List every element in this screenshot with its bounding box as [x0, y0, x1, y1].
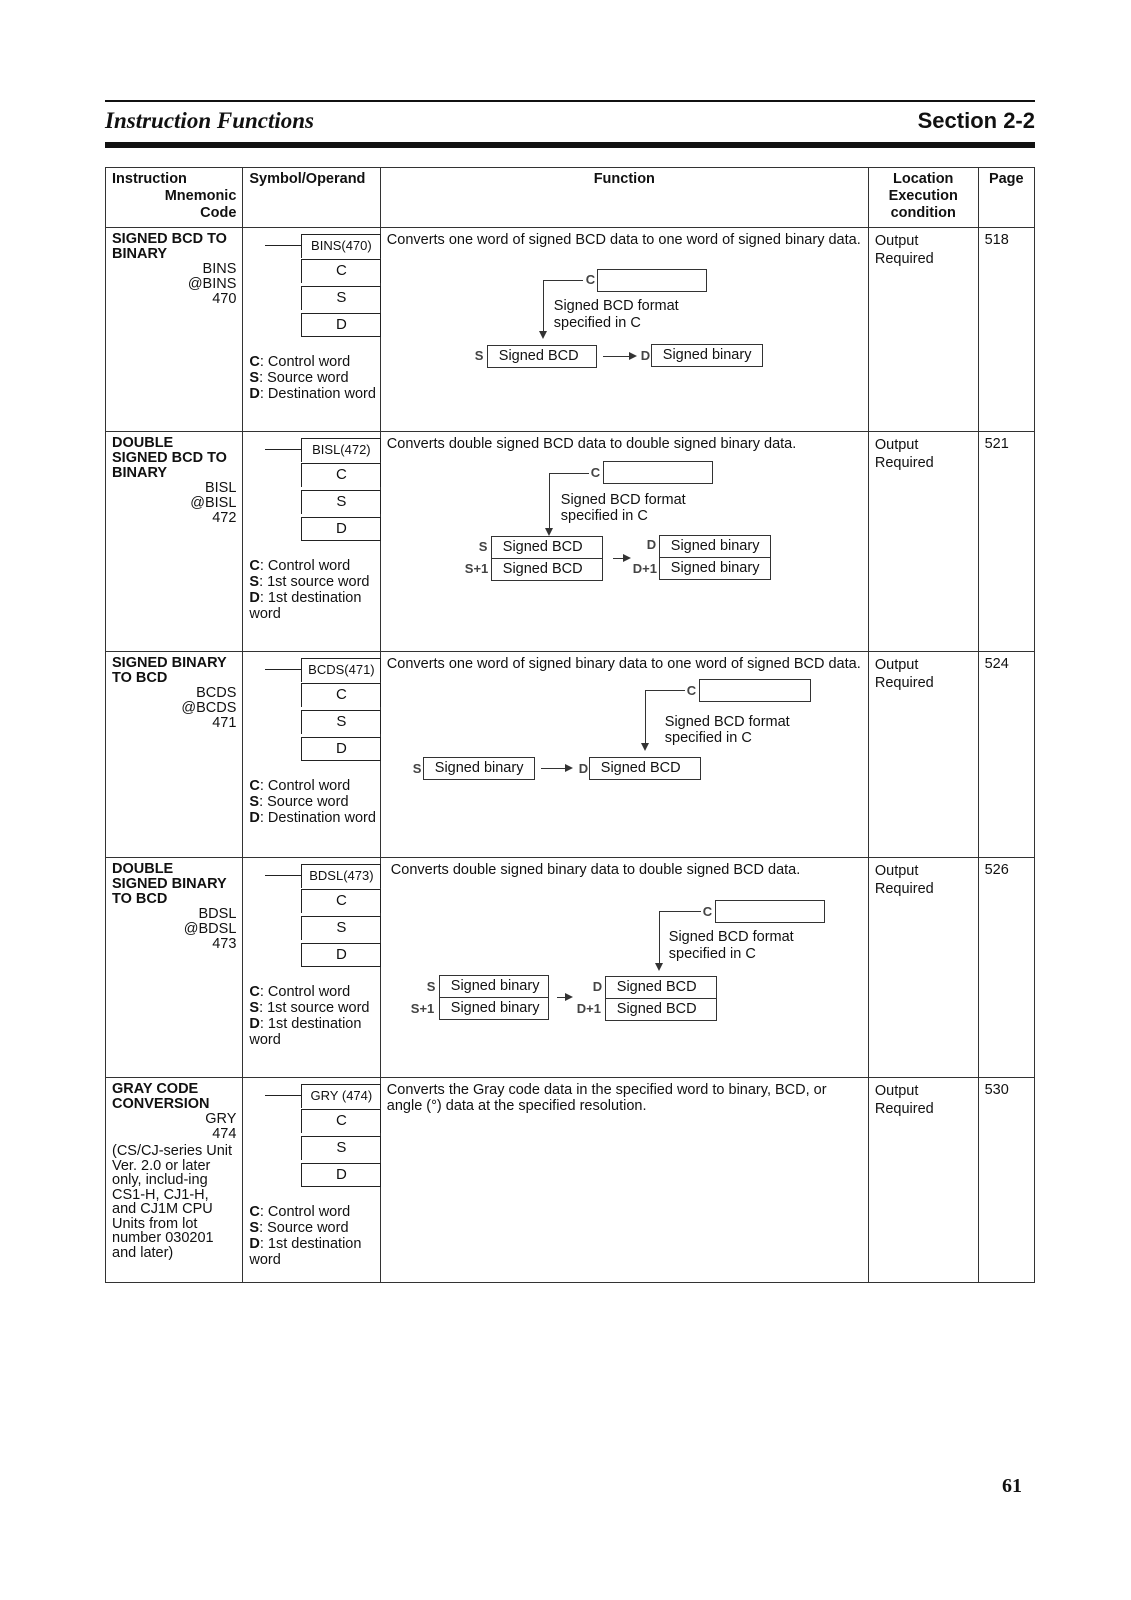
version-note: (CS/CJ-series Unit Ver. 2.0 or later only, includ-ing CS1-H, CJ1-H, and CJ1M CPU Units from lot number 030201 and later) [112, 1143, 233, 1261]
conversion-diagram: C Signed BCD format specified in C S Signed binary D Signed BCD [381, 652, 857, 849]
page-cell: 526 [978, 858, 1034, 1078]
mnemonic-up: @BISL [190, 495, 237, 511]
function-code: 473 [212, 936, 237, 952]
mnemonic-up: @BCDS [181, 700, 237, 716]
location-cell: Output Required [868, 228, 978, 432]
conversion-diagram: C Signed BCD format specified in C S Signed BCD D Signed binary [381, 228, 857, 423]
operand-desc: C: Control word S: Source word D: 1st destination word [249, 1204, 362, 1268]
symbol-cell [243, 432, 380, 652]
function-cell: Converts one word of signed binary data to one word of signed BCD data. C Signed BCD format specified in C S Signed binary D Signed BCD [380, 652, 868, 858]
location-cell: Output Required [868, 652, 978, 858]
col-header-page: Page [978, 168, 1034, 228]
function-code: 474 [212, 1126, 237, 1142]
location-cell: Output Required [868, 858, 978, 1078]
ladder-symbol: BINS(470) C S D [243, 234, 379, 354]
table-row [106, 1078, 1035, 1283]
function-code: 471 [212, 715, 237, 731]
col-header-symbol: Symbol/Operand [243, 168, 380, 228]
instruction-table [105, 167, 1035, 1283]
ladder-symbol: BDSL(473) C S D [243, 864, 379, 984]
page-cell: 518 [978, 228, 1034, 432]
function-cell: Converts the Gray code data in the specified word to binary, BCD, or angle (°) data at the specified resolution. [380, 1078, 868, 1283]
page-number: 61 [1002, 1475, 1022, 1497]
table-row [106, 432, 1035, 652]
operand-desc: C: Control word S: Source word D: Destination word [249, 778, 376, 826]
symbol-cell [243, 1078, 380, 1283]
mnemonic: BISL [204, 480, 237, 496]
function-cell: Converts one word of signed BCD data to one word of signed binary data. C Signed BCD format specified in C S Signed BCD D Signed binary [380, 228, 868, 432]
conversion-diagram: C Signed BCD format specified in C S S+1 Signed BCD Signed BCD D D+1 Signed binary Signed binary [381, 432, 857, 643]
col-header-function: Function [380, 168, 868, 228]
mnemonic: BINS [202, 261, 237, 277]
symbol-cell [243, 858, 380, 1078]
mnemonic: BCDS [196, 685, 237, 701]
instruction-cell: DOUBLE SIGNED BCD TO BINARY BISL @BISL 472 [106, 432, 243, 652]
instruction-cell: DOUBLE SIGNED BINARY TO BCD BDSL @BDSL 473 [106, 858, 243, 1078]
ladder-symbol: BISL(472) C S D [243, 438, 379, 558]
section-label: Section 2-2 [917, 108, 1035, 133]
col-header-location: Location Execution condition [868, 168, 978, 228]
function-code: 472 [212, 510, 237, 526]
table-header-row [106, 168, 1035, 228]
mnemonic-up: @BDSL [183, 921, 237, 937]
symbol-cell [243, 652, 380, 858]
mnemonic: BDSL [198, 906, 237, 922]
instruction-cell: GRAY CODE CONVERSION GRY 474 (CS/CJ-series Unit Ver. 2.0 or later only, includ-ing CS1-H, CJ1-H, and CJ1M CPU Units from lot number 030201 and later) [106, 1078, 243, 1283]
page-title: Instruction Functions [105, 108, 315, 133]
instruction-cell: SIGNED BINARY TO BCD BCDS @BCDS 471 [106, 652, 243, 858]
location-cell: Output Required [868, 1078, 978, 1283]
page-header [105, 100, 1035, 148]
ladder-symbol: BCDS(471) C S D [243, 658, 379, 778]
operand-desc: C: Control word S: Source word D: Destination word [249, 354, 376, 402]
col-header-instruction: Instruction Mnemonic Code [106, 168, 243, 228]
page-cell: 530 [978, 1078, 1034, 1283]
table-row [106, 858, 1035, 1078]
mnemonic: GRY [205, 1111, 237, 1127]
mnemonic-up: @BINS [187, 276, 237, 292]
page-cell: 524 [978, 652, 1034, 858]
function-cell: Converts double signed BCD data to double signed binary data. C Signed BCD format specified in C S S+1 Signed BCD Signed BCD D D+1 Signed binary Signed binary [380, 432, 868, 652]
ladder-symbol: GRY (474) C S D [243, 1084, 379, 1204]
location-cell: Output Required [868, 432, 978, 652]
instruction-cell: SIGNED BCD TO BINARY BINS @BINS 470 [106, 228, 243, 432]
function-code: 470 [212, 291, 237, 307]
table-row [106, 652, 1035, 858]
symbol-cell [243, 228, 380, 432]
operand-desc: C: Control word S: 1st source word D: 1st destination word [249, 984, 370, 1048]
function-cell: Converts double signed binary data to double signed BCD data. C Signed BCD format specified in C S S+1 Signed binary Signed binary D D+1 Signed BCD Signed BCD [380, 858, 868, 1078]
page-cell: 521 [978, 432, 1034, 652]
conversion-diagram: C Signed BCD format specified in C S S+1 Signed binary Signed binary D D+1 Signed BCD Signed BCD [381, 858, 857, 1069]
table-row [106, 228, 1035, 432]
operand-desc: C: Control word S: 1st source word D: 1st destination word [249, 558, 370, 622]
